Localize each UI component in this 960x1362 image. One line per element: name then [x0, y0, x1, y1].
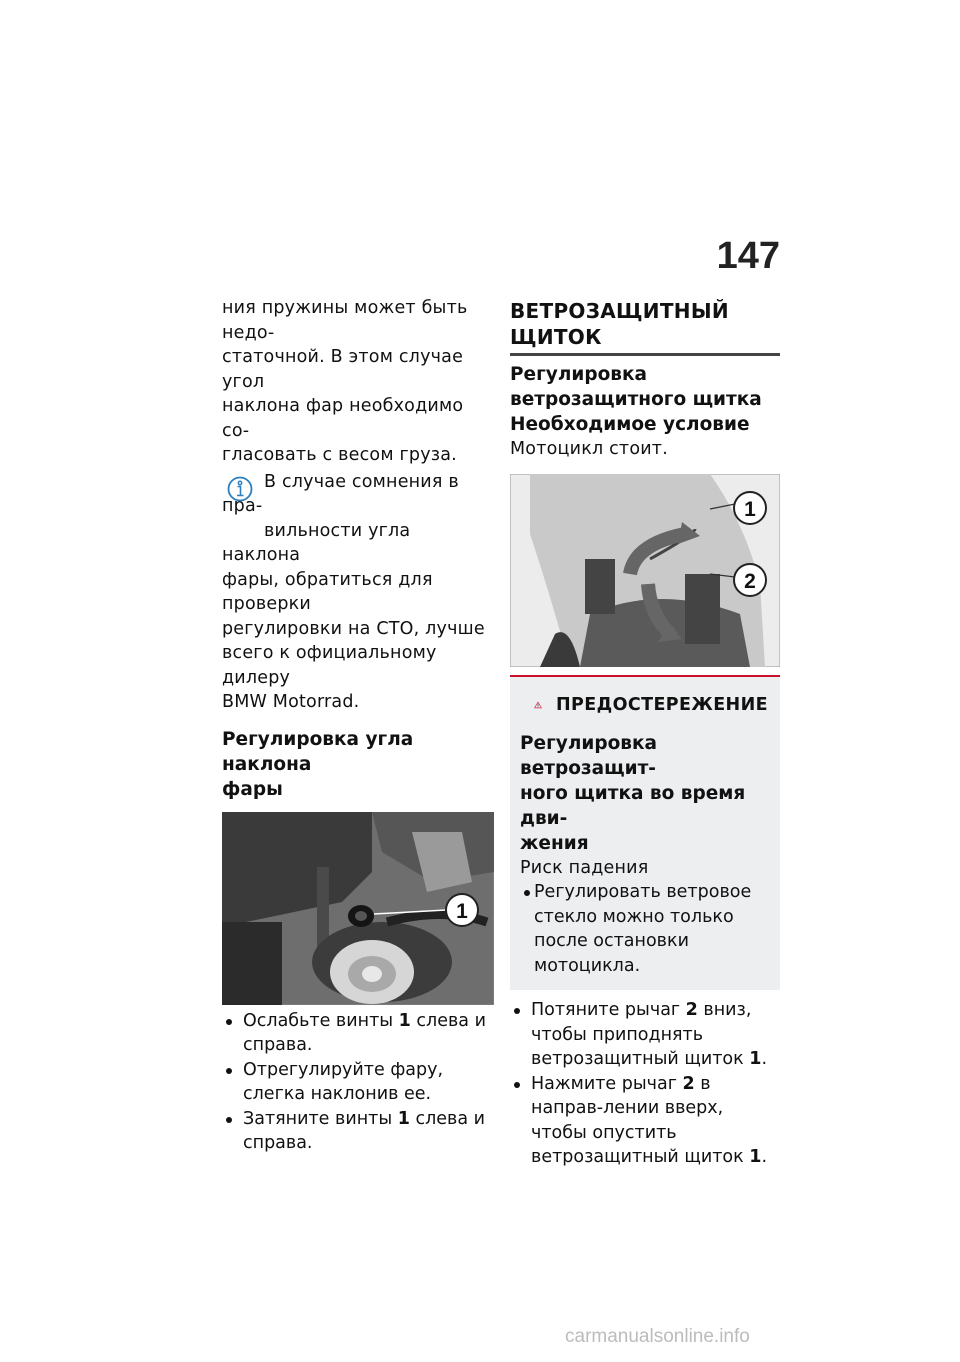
callout-2: 2 [744, 569, 756, 593]
list-item: Потяните рычаг 2 вниз, чтобы приподнять ветрозащитный щиток 1. [510, 998, 780, 1072]
info-note: В случае сомнения в пра- вильности угла наклона фары, обратиться для проверки регулировки на СТО, лучше всего к официальному дилеру BMW Motorrad. [222, 471, 485, 712]
list-item: Ослабьте винты 1 слева и справа. [222, 1009, 494, 1058]
windshield-photo [510, 474, 780, 667]
intro-paragraph: ния пружины может быть недо- статочной. В этом случае угол наклона фар необходимо со- гласовать с весом груза. [222, 298, 468, 465]
warning-box [510, 675, 780, 991]
warning-title: ПРЕДОСТЕРЕЖЕНИЕ [555, 694, 768, 715]
info-icon [227, 476, 253, 502]
callout-1: 1 [456, 899, 468, 923]
section-divider [510, 353, 780, 356]
watermark: carmanualsonline.info [565, 1326, 750, 1347]
condition-text: Мотоцикл стоит. [510, 439, 668, 459]
left-column [222, 296, 494, 1156]
headlight-screw-photo [222, 812, 494, 1005]
list-item: Отрегулируйте фару, слегка наклонив ее. [222, 1058, 494, 1107]
headlight-heading: Регулировка угла наклона фары [222, 728, 414, 800]
windshield-heading: Регулировка ветрозащитного щитка Необходимое условие [510, 364, 762, 435]
section-title: ВЕТРОЗАЩИТНЫЙ ЩИТОК [510, 299, 729, 349]
warning-risk: Риск падения [520, 857, 649, 878]
callout-1: 1 [744, 497, 756, 521]
list-item: Регулировать ветровое стекло можно только после остановки мотоцикла. [520, 880, 768, 978]
headlight-steps [222, 1009, 494, 1156]
list-item: Затяните винты 1 слева и справа. [222, 1107, 494, 1156]
windshield-steps [510, 998, 780, 1170]
page-number: 147 [716, 235, 780, 277]
right-column [510, 296, 780, 1170]
warning-triangle-icon [534, 691, 542, 719]
list-item: Нажмите рычаг 2 в направ-лении вверх, чтобы опустить ветрозащитный щиток 1. [510, 1072, 780, 1170]
warning-heading: Регулировка ветрозащит- ного щитка во время дви- жения [520, 732, 746, 854]
